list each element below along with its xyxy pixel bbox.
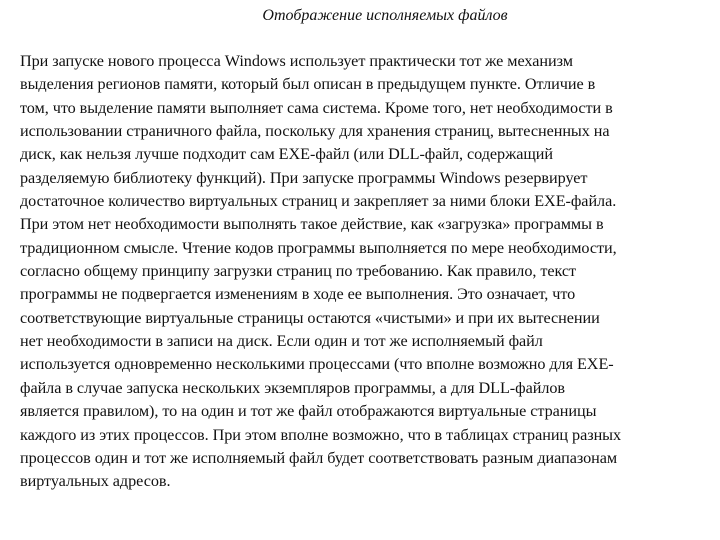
text-line: виртуальных адресов. [20, 472, 171, 491]
text-line: При этом нет необходимости выполнять такое действие, как «загрузка» программы в [20, 215, 604, 234]
text-line: использовании страничного файла, поскольку для хранения страниц, вытесненных на [20, 122, 610, 141]
text-line: программы не подвергается изменениям в ходе ее выполнения. Это означает, что [20, 285, 576, 304]
text-line: разделяемую библиотеку функций). При запуске программы Windows резервирует [20, 168, 588, 187]
text-line: традиционном смысле. Чтение кодов программы выполняется по мере необходимости, [20, 238, 617, 257]
text-line: выделения регионов памяти, который был описан в предыдущем пункте. Отличие в [20, 75, 596, 94]
text-line: соответствующие виртуальные страницы остаются «чистыми» и при их вытеснении [20, 308, 600, 327]
text-line: нет необходимости в записи на диск. Если один и тот же исполняемый файл [20, 332, 543, 351]
body-paragraph [20, 50, 708, 494]
text-line: является правилом), то на один и тот же файл отображаются виртуальные страницы [20, 402, 597, 421]
text-line: процессов один и тот же исполняемый файл будет соответствовать разным диапазонам [20, 448, 618, 467]
text-line: достаточное количество виртуальных страниц и закрепляет за ними блоки EXE-файла. [20, 192, 617, 211]
text-line: При запуске нового процесса Windows использует практически тот же механизм [20, 52, 573, 70]
page-title: Отображение исполняемых файлов [262, 7, 508, 24]
text-line: том, что выделение памяти выполняет сама система. Кроме того, нет необходимости в [20, 98, 613, 117]
text-line: диск, как нельзя лучше подходит сам EXE-файл (или DLL-файл, содержащий [20, 145, 553, 164]
text-line: файла в случае запуска нескольких экземпляров программы, а для DLL-файлов [20, 378, 566, 397]
text-line: согласно общему принципу загрузки страниц по требованию. Как правило, текст [20, 262, 577, 281]
text-line: используется одновременно несколькими процессами (что вполне возможно для EXE- [20, 355, 614, 374]
text-line: каждого из этих процессов. При этом вполне возможно, что в таблицах страниц разных [20, 425, 622, 444]
